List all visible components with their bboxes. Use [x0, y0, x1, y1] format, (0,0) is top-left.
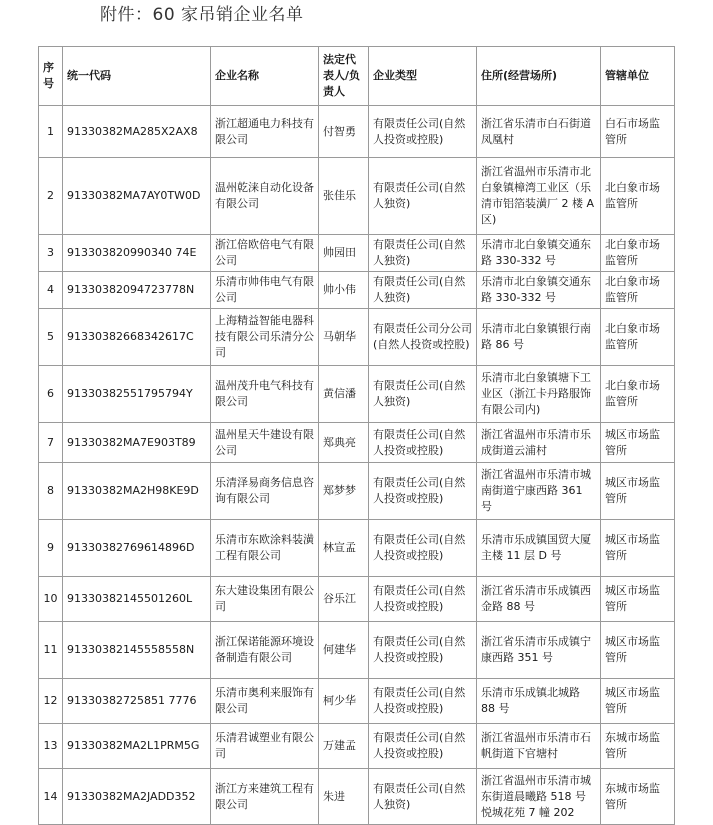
- cell-name: 温州茂升电气科技有限公司: [211, 366, 319, 423]
- cell-rep: 郑典亮: [319, 423, 369, 463]
- cell-rep: 何建华: [319, 622, 369, 679]
- cell-address: 浙江省温州市乐清市北白象镇樟湾工业区（乐清市铝箔装潢厂 2 楼 A 区): [477, 158, 601, 235]
- header-rep: 法定代表人/负责人: [319, 47, 369, 106]
- table-header-row: [39, 47, 675, 106]
- cell-code: 91330382145558558N: [63, 622, 211, 679]
- cell-no: 8: [39, 463, 63, 520]
- cell-unit: 城区市场监管所: [601, 520, 675, 577]
- header-no: 序号: [39, 47, 63, 106]
- cell-address: 乐清市北白象镇交通东路 330-332 号: [477, 235, 601, 272]
- table-row: [39, 520, 675, 577]
- cell-type: 有限责任公司(自然人独资): [369, 272, 477, 309]
- table-row: [39, 272, 675, 309]
- cell-address: 乐清市乐成镇国贸大厦主楼 11 层 D 号: [477, 520, 601, 577]
- cell-address: 浙江省乐清市乐成镇西金路 88 号: [477, 577, 601, 622]
- cell-no: 3: [39, 235, 63, 272]
- cell-unit: 北白象市场监管所: [601, 366, 675, 423]
- cell-code: 91330382769614896D: [63, 520, 211, 577]
- cell-type: 有限责任公司(自然人投资或控股): [369, 679, 477, 724]
- cell-code: 91330382094723778N: [63, 272, 211, 309]
- cell-address: 乐清市北白象镇交通东路 330-332 号: [477, 272, 601, 309]
- cell-rep: 朱进: [319, 769, 369, 825]
- cell-address: 浙江省乐清市白石街道凤凰村: [477, 106, 601, 158]
- cell-address: 乐清市北白象镇银行南路 86 号: [477, 309, 601, 366]
- cell-address: 浙江省温州市乐清市石帆街道下官塘村: [477, 724, 601, 769]
- cell-unit: 东城市场监管所: [601, 724, 675, 769]
- cell-code: 91330382551795794Y: [63, 366, 211, 423]
- cell-type: 有限责任公司(自然人独资): [369, 158, 477, 235]
- table-row: [39, 577, 675, 622]
- cell-unit: 北白象市场监管所: [601, 309, 675, 366]
- cell-type: 有限责任公司(自然人独资): [369, 235, 477, 272]
- cell-no: 2: [39, 158, 63, 235]
- cell-rep: 柯少华: [319, 679, 369, 724]
- cell-code: 91330382MA7E903T89: [63, 423, 211, 463]
- cell-name: 乐清市帅伟电气有限公司: [211, 272, 319, 309]
- cell-rep: 黄信潘: [319, 366, 369, 423]
- cell-name: 乐清市东欧涂料装潢工程有限公司: [211, 520, 319, 577]
- cell-type: 有限责任公司(自然人投资或控股): [369, 520, 477, 577]
- cell-unit: 城区市场监管所: [601, 463, 675, 520]
- cell-type: 有限责任公司(自然人投资或控股): [369, 463, 477, 520]
- cell-code: 91330382MA285X2AX8: [63, 106, 211, 158]
- table-row: [39, 158, 675, 235]
- cell-address: 浙江省温州市乐清市城东街道晨曦路 518 号悦城花苑 7 幢 202: [477, 769, 601, 825]
- header-type: 企业类型: [369, 47, 477, 106]
- cell-unit: 白石市场监管所: [601, 106, 675, 158]
- cell-code: 91330382MA2L1PRM5G: [63, 724, 211, 769]
- cell-code: 913303820990340 74E: [63, 235, 211, 272]
- cell-name: 乐清市奥利来服饰有限公司: [211, 679, 319, 724]
- cell-rep: 马朝华: [319, 309, 369, 366]
- cell-name: 浙江保诺能源环境设备制造有限公司: [211, 622, 319, 679]
- header-code: 统一代码: [63, 47, 211, 106]
- cell-rep: 张佳乐: [319, 158, 369, 235]
- cell-no: 6: [39, 366, 63, 423]
- table-row: [39, 622, 675, 679]
- header-name: 企业名称: [211, 47, 319, 106]
- cell-name: 东大建设集团有限公司: [211, 577, 319, 622]
- cell-address: 浙江省温州市乐清市城南街道宁康西路 361 号: [477, 463, 601, 520]
- cell-code: 91330382725851 7776: [63, 679, 211, 724]
- cell-code: 91330382145501260L: [63, 577, 211, 622]
- table-row: [39, 235, 675, 272]
- cell-address: 浙江省温州市乐清市乐成街道云浦村: [477, 423, 601, 463]
- table-row: [39, 309, 675, 366]
- table-row: [39, 679, 675, 724]
- cell-code: 91330382MA2H98KE9D: [63, 463, 211, 520]
- cell-type: 有限责任公司(自然人投资或控股): [369, 724, 477, 769]
- cell-address: 浙江省乐清市乐成镇宁康西路 351 号: [477, 622, 601, 679]
- table-row: [39, 423, 675, 463]
- cell-rep: 郑梦梦: [319, 463, 369, 520]
- cell-unit: 北白象市场监管所: [601, 235, 675, 272]
- cell-type: 有限责任公司(自然人投资或控股): [369, 622, 477, 679]
- cell-no: 14: [39, 769, 63, 825]
- cell-name: 温州乾涞自动化设备有限公司: [211, 158, 319, 235]
- cell-no: 13: [39, 724, 63, 769]
- cell-no: 12: [39, 679, 63, 724]
- table-row: [39, 106, 675, 158]
- cell-name: 浙江倍欧倍电气有限公司: [211, 235, 319, 272]
- cell-no: 7: [39, 423, 63, 463]
- cell-unit: 北白象市场监管所: [601, 272, 675, 309]
- cell-type: 有限责任公司(自然人投资或控股): [369, 577, 477, 622]
- cell-no: 9: [39, 520, 63, 577]
- title-text: 附件：60 家吊销企业名单: [100, 5, 304, 25]
- cell-type: 有限责任公司分公司(自然人投资或控股): [369, 309, 477, 366]
- cell-name: 温州星天牛建设有限公司: [211, 423, 319, 463]
- table-row: [39, 769, 675, 825]
- cell-unit: 城区市场监管所: [601, 679, 675, 724]
- cell-unit: 北白象市场监管所: [601, 158, 675, 235]
- cell-type: 有限责任公司(自然人独资): [369, 366, 477, 423]
- cell-no: 1: [39, 106, 63, 158]
- header-unit: 管辖单位: [601, 47, 675, 106]
- cell-code: 91330382MA2JADD352: [63, 769, 211, 825]
- cell-address: 乐清市乐成镇北城路 88 号: [477, 679, 601, 724]
- cell-name: 上海精益智能电器科技有限公司乐清分公司: [211, 309, 319, 366]
- document-title: [100, 0, 304, 25]
- cell-no: 10: [39, 577, 63, 622]
- cell-name: 乐清君诚塑业有限公司: [211, 724, 319, 769]
- cell-rep: 付智勇: [319, 106, 369, 158]
- cell-no: 4: [39, 272, 63, 309]
- cell-unit: 城区市场监管所: [601, 577, 675, 622]
- cell-type: 有限责任公司(自然人投资或控股): [369, 106, 477, 158]
- cell-rep: 帅园田: [319, 235, 369, 272]
- cell-rep: 万建孟: [319, 724, 369, 769]
- cell-name: 浙江超通电力科技有限公司: [211, 106, 319, 158]
- cell-type: 有限责任公司(自然人独资): [369, 769, 477, 825]
- cell-name: 浙江方来建筑工程有限公司: [211, 769, 319, 825]
- cell-rep: 谷乐江: [319, 577, 369, 622]
- cell-rep: 帅小伟: [319, 272, 369, 309]
- cell-code: 91330382MA7AY0TW0D: [63, 158, 211, 235]
- cell-unit: 城区市场监管所: [601, 423, 675, 463]
- cell-no: 5: [39, 309, 63, 366]
- cell-rep: 林宣孟: [319, 520, 369, 577]
- cell-code: 91330382668342617C: [63, 309, 211, 366]
- table-row: [39, 366, 675, 423]
- header-address: 住所(经营场所): [477, 47, 601, 106]
- table-row: [39, 724, 675, 769]
- cell-no: 11: [39, 622, 63, 679]
- cell-unit: 东城市场监管所: [601, 769, 675, 825]
- table-row: [39, 463, 675, 520]
- cell-address: 乐清市北白象镇塘下工业区（浙江卡丹路服饰有限公司内): [477, 366, 601, 423]
- cell-unit: 城区市场监管所: [601, 622, 675, 679]
- cell-name: 乐清泽易商务信息咨询有限公司: [211, 463, 319, 520]
- cell-type: 有限责任公司(自然人投资或控股): [369, 423, 477, 463]
- revoked-enterprise-table: [38, 46, 675, 825]
